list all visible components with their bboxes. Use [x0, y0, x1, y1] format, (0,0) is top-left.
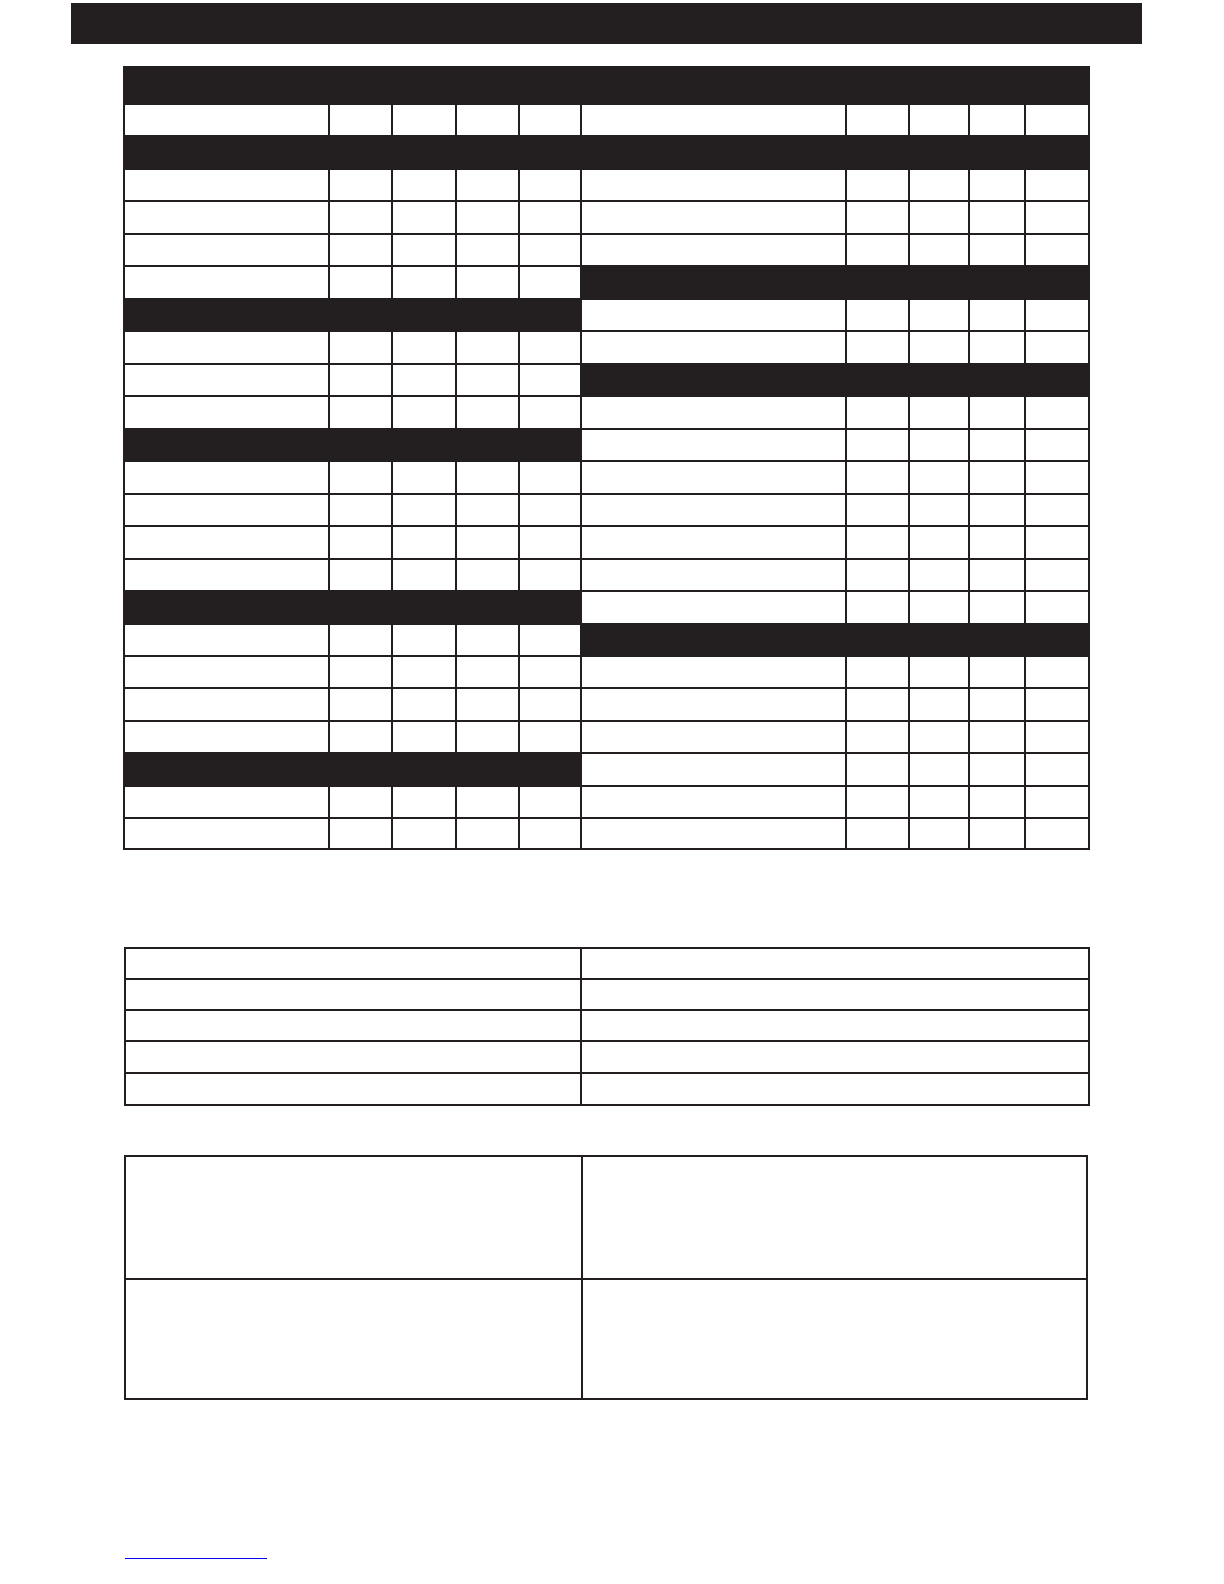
score-table-cell — [1024, 395, 1090, 430]
score-table-cell — [328, 623, 393, 657]
score-table-cell — [123, 233, 330, 267]
score-table-cell — [580, 233, 847, 267]
footer-link-rule — [125, 1558, 267, 1559]
score-table-cell — [328, 103, 393, 137]
score-table-cell — [518, 265, 582, 300]
score-table-cell — [328, 720, 393, 754]
notes-table-cell — [124, 1155, 583, 1280]
score-table-cell — [968, 752, 1026, 787]
score-table-cell — [968, 233, 1026, 267]
score-table-cell — [123, 687, 330, 722]
score-table-cell — [455, 395, 520, 430]
score-table-section-header — [123, 428, 582, 462]
score-table-cell — [968, 558, 1026, 592]
score-table-cell — [968, 298, 1026, 332]
score-table-cell — [845, 558, 910, 592]
score-table-cell — [968, 395, 1026, 430]
score-table-section-header — [123, 590, 582, 625]
summary-table-cell — [124, 978, 582, 1011]
score-table-cell — [328, 655, 393, 689]
score-table-cell — [968, 460, 1026, 495]
score-table-cell — [580, 720, 847, 754]
score-table-cell — [968, 655, 1026, 689]
score-table-cell — [1024, 655, 1090, 689]
score-table-cell — [845, 298, 910, 332]
score-table-cell — [391, 558, 457, 592]
score-table-cell — [1024, 720, 1090, 754]
score-table-cell — [845, 233, 910, 267]
score-table-cell — [908, 817, 970, 850]
score-table-cell — [518, 817, 582, 850]
score-table-cell — [518, 200, 582, 235]
score-table-cell — [908, 428, 970, 462]
score-table-cell — [518, 460, 582, 495]
score-table-cell — [845, 103, 910, 137]
score-table-cell — [123, 623, 330, 657]
score-table-cell — [1024, 590, 1090, 625]
score-table-cell — [845, 525, 910, 560]
score-table-cell — [908, 687, 970, 722]
score-table-section-header — [580, 363, 1090, 397]
score-table-cell — [518, 687, 582, 722]
score-table-cell — [455, 817, 520, 850]
score-table-section-header — [580, 265, 1090, 300]
score-table-cell — [1024, 817, 1090, 850]
score-table-cell — [968, 330, 1026, 365]
score-table-cell — [908, 558, 970, 592]
score-table-cell — [580, 298, 847, 332]
score-table-cell — [455, 330, 520, 365]
score-table-cell — [968, 103, 1026, 137]
score-table-cell — [455, 687, 520, 722]
score-table-cell — [391, 363, 457, 397]
score-table-cell — [391, 817, 457, 850]
score-table-cell — [580, 752, 847, 787]
score-table-cell — [328, 330, 393, 365]
score-table-cell — [391, 525, 457, 560]
summary-table-cell — [580, 1040, 1090, 1074]
score-table-cell — [580, 525, 847, 560]
notes-table-cell — [124, 1278, 583, 1400]
score-table-cell — [1024, 233, 1090, 267]
score-table-cell — [1024, 428, 1090, 462]
score-table-cell — [1024, 525, 1090, 560]
score-table-cell — [123, 558, 330, 592]
notes-table-cell — [581, 1278, 1088, 1400]
score-table-cell — [845, 168, 910, 202]
score-table-cell — [391, 395, 457, 430]
score-table-section-header — [123, 298, 582, 332]
score-table-cell — [328, 460, 393, 495]
score-table-cell — [845, 330, 910, 365]
summary-table-cell — [124, 1040, 582, 1074]
score-table-cell — [968, 720, 1026, 754]
score-table-cell — [123, 103, 330, 137]
score-table-cell — [845, 752, 910, 787]
score-table-cell — [518, 168, 582, 202]
score-table-cell — [455, 168, 520, 202]
score-table-cell — [328, 395, 393, 430]
score-table-cell — [455, 525, 520, 560]
score-table-cell — [908, 590, 970, 625]
score-table-cell — [580, 168, 847, 202]
score-table-cell — [455, 200, 520, 235]
summary-table-cell — [580, 1009, 1090, 1042]
score-table-cell — [908, 785, 970, 819]
score-table-cell — [1024, 687, 1090, 722]
score-table-cell — [518, 558, 582, 592]
score-table-cell — [908, 752, 970, 787]
score-table-cell — [968, 525, 1026, 560]
score-table-cell — [391, 785, 457, 819]
score-table-cell — [455, 558, 520, 592]
score-table-cell — [968, 687, 1026, 722]
score-table-cell — [908, 493, 970, 527]
score-table-cell — [845, 428, 910, 462]
score-table-cell — [580, 590, 847, 625]
score-table-cell — [518, 525, 582, 560]
summary-table-cell — [124, 1072, 582, 1106]
score-table-cell — [580, 655, 847, 689]
score-table-cell — [908, 525, 970, 560]
score-table-cell — [455, 233, 520, 267]
score-table-cell — [123, 168, 330, 202]
score-table-cell — [123, 785, 330, 819]
score-table-cell — [391, 493, 457, 527]
score-table-cell — [455, 265, 520, 300]
score-table-cell — [908, 720, 970, 754]
score-table-cell — [968, 590, 1026, 625]
score-table-cell — [518, 233, 582, 267]
score-table-section-header — [580, 623, 1090, 657]
score-table-cell — [1024, 785, 1090, 819]
score-table-cell — [123, 493, 330, 527]
score-table-cell — [455, 720, 520, 754]
score-table-cell — [328, 817, 393, 850]
score-table-cell — [328, 233, 393, 267]
score-table-cell — [391, 330, 457, 365]
score-table-cell — [518, 785, 582, 819]
summary-table-cell — [124, 1009, 582, 1042]
score-table-cell — [328, 265, 393, 300]
score-table-cell — [580, 428, 847, 462]
score-table-cell — [1024, 200, 1090, 235]
score-table-cell — [455, 623, 520, 657]
score-table-cell — [391, 623, 457, 657]
score-table-cell — [845, 590, 910, 625]
score-table-section-header — [123, 135, 1090, 170]
score-table-cell — [1024, 460, 1090, 495]
score-table-cell — [908, 233, 970, 267]
score-table-cell — [580, 200, 847, 235]
score-table-cell — [908, 395, 970, 430]
score-table-cell — [968, 168, 1026, 202]
score-table-cell — [123, 363, 330, 397]
score-table-cell — [518, 330, 582, 365]
score-table-cell — [391, 265, 457, 300]
score-table-cell — [518, 103, 582, 137]
score-table-cell — [580, 687, 847, 722]
score-table-cell — [580, 460, 847, 495]
score-table-cell — [328, 558, 393, 592]
score-table-cell — [391, 103, 457, 137]
score-table-cell — [968, 493, 1026, 527]
score-table-cell — [391, 460, 457, 495]
notes-table-cell — [581, 1155, 1088, 1280]
score-table-cell — [845, 720, 910, 754]
summary-table-cell — [580, 947, 1090, 980]
score-table-cell — [845, 493, 910, 527]
score-table-cell — [1024, 330, 1090, 365]
score-table-cell — [123, 655, 330, 689]
score-table-cell — [1024, 298, 1090, 332]
score-table-cell — [391, 233, 457, 267]
score-table-cell — [328, 200, 393, 235]
score-table-cell — [908, 168, 970, 202]
score-table-cell — [1024, 752, 1090, 787]
score-table-cell — [123, 460, 330, 495]
score-table-cell — [391, 720, 457, 754]
score-table-cell — [328, 363, 393, 397]
score-table-cell — [845, 817, 910, 850]
score-table-cell — [123, 395, 330, 430]
score-table-cell — [123, 817, 330, 850]
score-table-cell — [845, 785, 910, 819]
score-table-cell — [580, 817, 847, 850]
score-table-cell — [968, 785, 1026, 819]
score-table-cell — [123, 330, 330, 365]
score-table-cell — [328, 493, 393, 527]
score-table-cell — [455, 655, 520, 689]
score-table-cell — [845, 395, 910, 430]
score-table-cell — [845, 200, 910, 235]
score-table-cell — [1024, 493, 1090, 527]
score-table-section-header — [123, 752, 582, 787]
score-table-cell — [845, 687, 910, 722]
score-table-cell — [1024, 103, 1090, 137]
score-table-cell — [123, 525, 330, 560]
score-table-cell — [328, 525, 393, 560]
score-table-cell — [580, 103, 847, 137]
score-table-cell — [455, 363, 520, 397]
score-table-cell — [1024, 168, 1090, 202]
score-table-cell — [455, 103, 520, 137]
score-table-cell — [908, 200, 970, 235]
score-table-cell — [580, 493, 847, 527]
score-table-cell — [518, 623, 582, 657]
score-table-cell — [580, 395, 847, 430]
score-table-cell — [391, 655, 457, 689]
score-table-cell — [968, 428, 1026, 462]
score-table-cell — [391, 687, 457, 722]
score-table-cell — [328, 785, 393, 819]
header-banner — [71, 3, 1142, 44]
summary-table-cell — [580, 978, 1090, 1011]
score-table-cell — [455, 785, 520, 819]
score-table-cell — [908, 655, 970, 689]
score-table-cell — [580, 785, 847, 819]
score-table-cell — [518, 720, 582, 754]
summary-table-cell — [124, 947, 582, 980]
score-table-cell — [391, 168, 457, 202]
score-table-cell — [518, 493, 582, 527]
score-table-cell — [908, 460, 970, 495]
score-table-cell — [123, 200, 330, 235]
score-table-cell — [968, 200, 1026, 235]
score-table-cell — [908, 330, 970, 365]
score-table-cell — [123, 265, 330, 300]
score-table-cell — [391, 200, 457, 235]
score-table-cell — [580, 558, 847, 592]
score-table-cell — [908, 103, 970, 137]
score-table-cell — [845, 655, 910, 689]
score-table-cell — [328, 168, 393, 202]
score-table-cell — [845, 460, 910, 495]
score-table-cell — [1024, 558, 1090, 592]
score-table-cell — [518, 363, 582, 397]
score-table-section-header — [123, 66, 1090, 105]
score-table-cell — [908, 298, 970, 332]
summary-table-cell — [580, 1072, 1090, 1106]
score-table-cell — [455, 460, 520, 495]
score-table-cell — [518, 395, 582, 430]
score-table-cell — [580, 330, 847, 365]
score-table-cell — [968, 817, 1026, 850]
score-table-cell — [123, 720, 330, 754]
score-table-cell — [518, 655, 582, 689]
score-table-cell — [328, 687, 393, 722]
score-table-cell — [455, 493, 520, 527]
